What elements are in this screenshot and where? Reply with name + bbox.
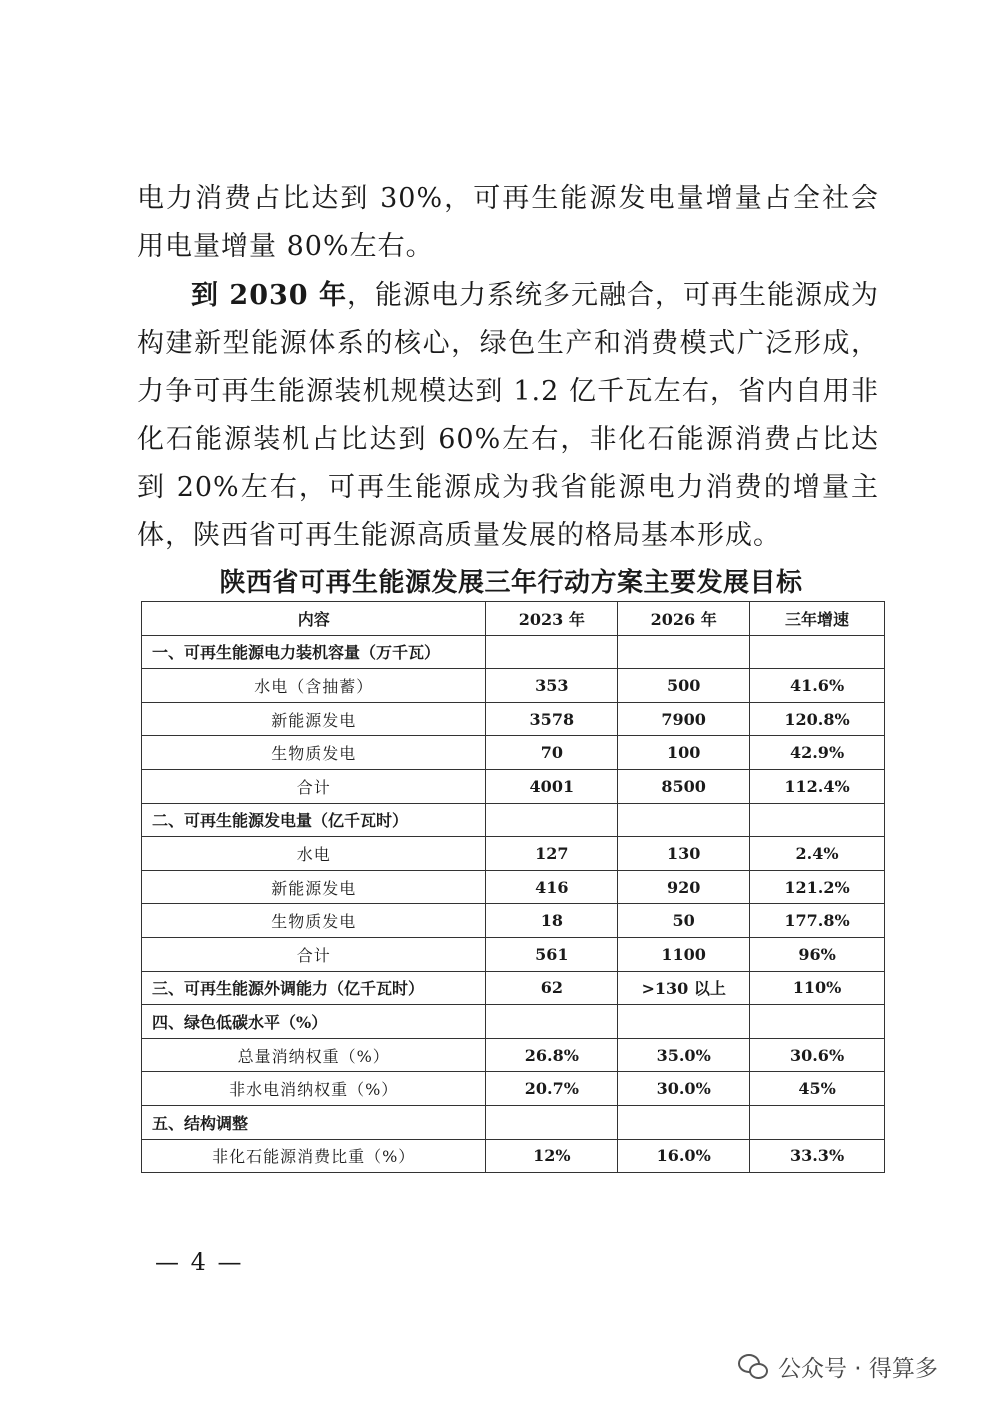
cell-2023: 70 — [486, 736, 618, 770]
table-row — [142, 669, 885, 703]
row-label: 合计 — [142, 937, 486, 971]
row-label: 新能源发电 — [142, 702, 486, 736]
cell-growth — [750, 635, 885, 669]
section-label: 四、绿色低碳水平（%） — [142, 1005, 486, 1039]
cell-2026: 920 — [618, 870, 750, 904]
row-label: 非水电消纳权重（%） — [142, 1072, 486, 1106]
table-row — [142, 1072, 885, 1106]
cell-2026: >130 以上 — [618, 971, 750, 1005]
cell-2026: 8500 — [618, 769, 750, 803]
development-goals-table — [141, 601, 885, 1173]
cell-growth: 45% — [750, 1072, 885, 1106]
cell-2026 — [618, 635, 750, 669]
cell-2026: 50 — [618, 904, 750, 938]
cell-growth: 121.2% — [750, 870, 885, 904]
cell-growth: 2.4% — [750, 837, 885, 871]
section-label: 一、可再生能源电力装机容量（万千瓦） — [142, 635, 486, 669]
cell-2023 — [486, 803, 618, 837]
row-label: 生物质发电 — [142, 736, 486, 770]
cell-2023: 561 — [486, 937, 618, 971]
table-row — [142, 937, 885, 971]
cell-2023: 26.8% — [486, 1038, 618, 1072]
cell-growth: 96% — [750, 937, 885, 971]
header-2023: 2023 年 — [486, 602, 618, 636]
section-label: 二、可再生能源发电量（亿千瓦时） — [142, 803, 486, 837]
cell-2026 — [618, 1105, 750, 1139]
table-title: 陕西省可再生能源发展三年行动方案主要发展目标 — [219, 568, 803, 598]
cell-2023 — [486, 635, 618, 669]
cell-2026: 30.0% — [618, 1072, 750, 1106]
cell-2023: 18 — [486, 904, 618, 938]
header-growth: 三年增速 — [750, 602, 885, 636]
table-row — [142, 1139, 885, 1173]
header-content: 内容 — [142, 602, 486, 636]
section-label: 五、结构调整 — [142, 1105, 486, 1139]
table-row — [142, 870, 885, 904]
cell-2026 — [618, 1005, 750, 1039]
page-number: — 4 — — [155, 1248, 244, 1276]
paragraph-lead: 到 2030 年 — [191, 280, 347, 311]
body-paragraph-1: 电力消费占比达到 30%，可再生能源发电量增量占全社会用电量增量 80%左右。 — [137, 183, 879, 262]
cell-2023 — [486, 1105, 618, 1139]
table-header-row — [142, 602, 885, 636]
cell-growth: 110% — [750, 971, 885, 1005]
cell-2026: 7900 — [618, 702, 750, 736]
cell-growth — [750, 1005, 885, 1039]
cell-2026: 130 — [618, 837, 750, 871]
cell-2023: 4001 — [486, 769, 618, 803]
watermark-text: 公众号 · 得算多 — [778, 1356, 938, 1382]
row-label: 水电 — [142, 837, 486, 871]
table-row — [142, 904, 885, 938]
row-label: 新能源发电 — [142, 870, 486, 904]
cell-2026: 35.0% — [618, 1038, 750, 1072]
cell-growth: 177.8% — [750, 904, 885, 938]
cell-2026: 1100 — [618, 937, 750, 971]
row-label: 总量消纳权重（%） — [142, 1038, 486, 1072]
table-row — [142, 702, 885, 736]
row-label: 非化石能源消费比重（%） — [142, 1139, 486, 1173]
table-row — [142, 1105, 885, 1139]
cell-2026 — [618, 803, 750, 837]
row-label: 合计 — [142, 769, 486, 803]
table-row — [142, 1005, 885, 1039]
table-row — [142, 837, 885, 871]
watermark — [738, 1350, 938, 1383]
table-row — [142, 1038, 885, 1072]
section-label: 三、可再生能源外调能力（亿千瓦时） — [142, 971, 486, 1005]
wechat-icon — [738, 1354, 768, 1380]
cell-2026: 16.0% — [618, 1139, 750, 1173]
cell-2023: 127 — [486, 837, 618, 871]
cell-2023: 12% — [486, 1139, 618, 1173]
cell-2026: 100 — [618, 736, 750, 770]
body-paragraph-2 — [137, 272, 879, 560]
cell-2026: 500 — [618, 669, 750, 703]
table-row — [142, 635, 885, 669]
row-label: 生物质发电 — [142, 904, 486, 938]
header-2026: 2026 年 — [618, 602, 750, 636]
cell-2023 — [486, 1005, 618, 1039]
cell-2023: 62 — [486, 971, 618, 1005]
row-label: 水电（含抽蓄） — [142, 669, 486, 703]
cell-growth: 41.6% — [750, 669, 885, 703]
paragraph-text: ，能源电力系统多元融合，可再生能源成为构建新型能源体系的核心，绿色生产和消费模式广泛形成，力争可再生能源装机规模达到 1.2 亿千瓦左右，省内自用非化石能源装机占比达到 60%左右，非化石能源消费占比达到 20%左右，可再生能源成为我省能源电力消费的增量主体，陕西省可再生能源高质量发展的格局基本形成。 — [137, 280, 880, 551]
cell-growth: 120.8% — [750, 702, 885, 736]
cell-growth: 33.3% — [750, 1139, 885, 1173]
cell-growth: 30.6% — [750, 1038, 885, 1072]
table-row — [142, 971, 885, 1005]
cell-2023: 20.7% — [486, 1072, 618, 1106]
cell-growth — [750, 803, 885, 837]
cell-2023: 416 — [486, 870, 618, 904]
cell-growth — [750, 1105, 885, 1139]
table-row — [142, 803, 885, 837]
table-row — [142, 769, 885, 803]
cell-2023: 353 — [486, 669, 618, 703]
cell-2023: 3578 — [486, 702, 618, 736]
cell-growth: 112.4% — [750, 769, 885, 803]
cell-growth: 42.9% — [750, 736, 885, 770]
table-row — [142, 736, 885, 770]
